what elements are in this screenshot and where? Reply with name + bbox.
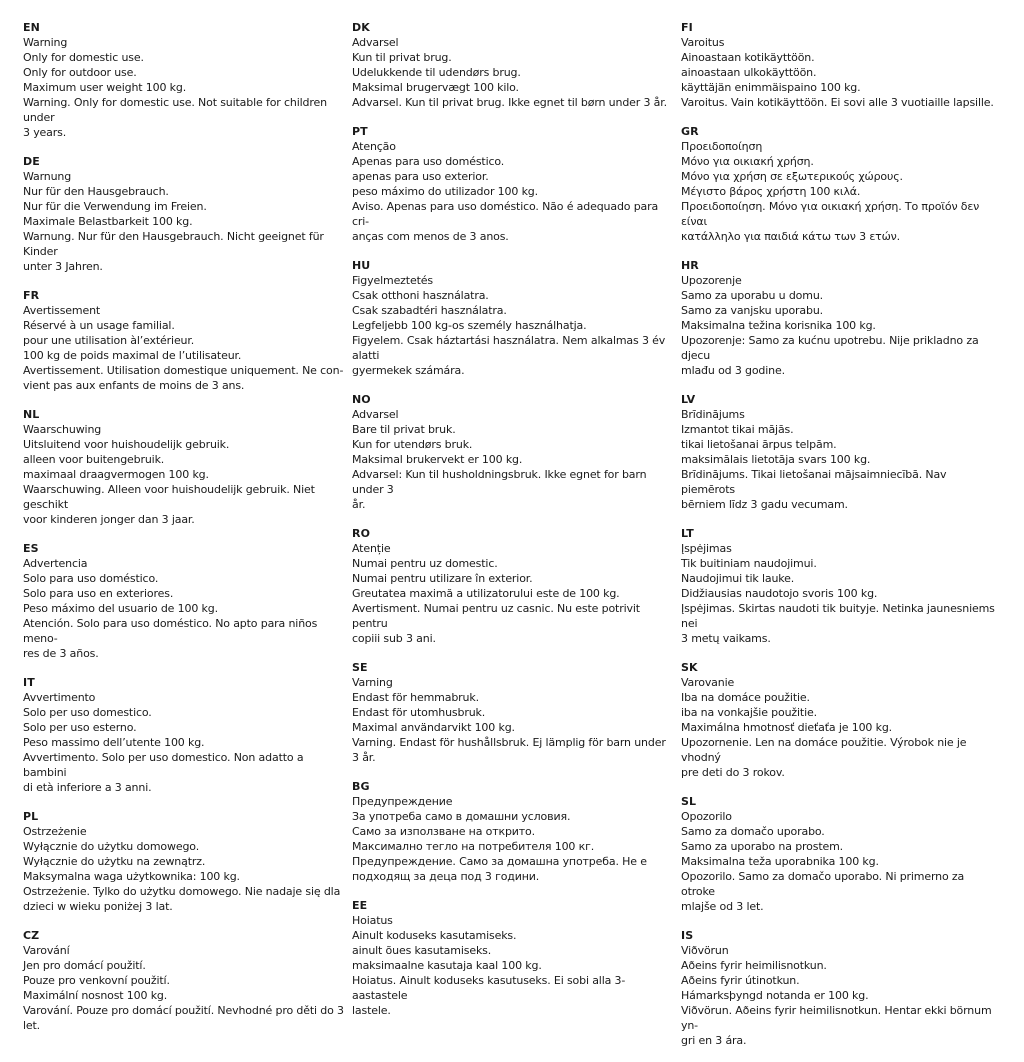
warning-text-line: år. bbox=[352, 498, 366, 511]
warning-text-line: подходящ за деца под 3 години. bbox=[352, 870, 540, 883]
warning-text-line: Waarschuwing. Alleen voor huishoudelijk gebruik. Niet geschikt bbox=[23, 483, 315, 511]
warning-text-line: Ostrzeżenie. Tylko do użytku domowego. Nie nadaje się dla bbox=[23, 885, 341, 898]
warning-block-gr bbox=[681, 124, 999, 244]
warning-text-line: Csak szabadtéri használatra. bbox=[352, 304, 507, 317]
warning-block-sk bbox=[681, 660, 999, 780]
warning-text-line: Avertissement bbox=[23, 304, 101, 317]
warning-text-line: Upozorenje bbox=[681, 274, 742, 287]
warning-text-line: κατάλληλο για παιδιά κάτω των 3 ετών. bbox=[681, 230, 901, 243]
warning-text-line: Samo za uporabu u domu. bbox=[681, 289, 823, 302]
warning-text-line: vient pas aux enfants de moins de 3 ans. bbox=[23, 379, 245, 392]
language-code: EE bbox=[352, 899, 368, 912]
warning-text-line: Προειδοποίηση bbox=[681, 140, 763, 153]
warning-text-line: tikai lietošanai ārpus telpām. bbox=[681, 438, 837, 451]
warning-text-line: Само за използване на открито. bbox=[352, 825, 535, 838]
language-code: IT bbox=[23, 676, 35, 689]
warning-text-line: Advarsel bbox=[352, 36, 399, 49]
warning-text-line: Maksymalna waga użytkownika: 100 kg. bbox=[23, 870, 240, 883]
warning-text-line: Varování bbox=[23, 944, 70, 957]
warning-text-line: Προειδοποίηση. Μόνο για οικιακή χρήση. Το προϊόν δεν είναι bbox=[681, 200, 980, 228]
language-code: HU bbox=[352, 259, 371, 272]
warning-block-de bbox=[23, 154, 345, 274]
warning-text-line: gyermekek számára. bbox=[352, 364, 465, 377]
warning-text-line: Avvertimento. Solo per uso domestico. Non adatto a bambini bbox=[23, 751, 304, 779]
warning-text-line: unter 3 Jahren. bbox=[23, 260, 103, 273]
warning-block-it bbox=[23, 675, 345, 795]
warning-block-fr bbox=[23, 288, 345, 393]
warning-text-line: Endast för utomhusbruk. bbox=[352, 706, 486, 719]
warning-text-line: Aviso. Apenas para uso doméstico. Não é adequado para cri- bbox=[352, 200, 659, 228]
warning-text-line: Solo per uso domestico. bbox=[23, 706, 152, 719]
warning-text-line: Kun til privat brug. bbox=[352, 51, 452, 64]
warning-text-line: Solo para uso en exteriores. bbox=[23, 587, 174, 600]
warning-text-line: Μόνο για οικιακή χρήση. bbox=[681, 155, 814, 168]
warning-text-line: Wyłącznie do użytku domowego. bbox=[23, 840, 200, 853]
language-code: DK bbox=[352, 21, 370, 34]
warning-text-line: Peso máximo del usuario de 100 kg. bbox=[23, 602, 218, 615]
warning-text-line: Wyłącznie do użytku na zewnątrz. bbox=[23, 855, 206, 868]
warning-text-line: 3 metų vaikams. bbox=[681, 632, 771, 645]
warning-text-line: Avertisment. Numai pentru uz casnic. Nu este potrivit pentru bbox=[352, 602, 640, 630]
warning-block-en bbox=[23, 20, 345, 140]
warning-text-line: Warning. Only for domestic use. Not suitable for children under bbox=[23, 96, 327, 124]
warning-text-line: Atención. Solo para uso doméstico. No apto para niños meno- bbox=[23, 617, 318, 645]
warning-text-line: pre deti do 3 rokov. bbox=[681, 766, 785, 779]
warning-text-line: apenas para uso exterior. bbox=[352, 170, 489, 183]
warning-text-line: Advarsel. Kun til privat brug. Ikke egnet til børn under 3 år. bbox=[352, 96, 667, 109]
warning-text-line: Csak otthoni használatra. bbox=[352, 289, 489, 302]
column-3 bbox=[681, 20, 999, 1062]
warning-text-line: Varovanie bbox=[681, 676, 735, 689]
warning-text-line: Maksimalna teža uporabnika 100 kg. bbox=[681, 855, 879, 868]
warning-text-line: Didžiausias naudotojo svoris 100 kg. bbox=[681, 587, 878, 600]
warning-text-line: mlađu od 3 godine. bbox=[681, 364, 785, 377]
warning-text-line: voor kinderen jonger dan 3 jaar. bbox=[23, 513, 195, 526]
warning-text-line: Upozorenje: Samo za kućnu upotrebu. Nije prikladno za djecu bbox=[681, 334, 979, 362]
warning-text-line: Avvertimento bbox=[23, 691, 96, 704]
warning-block-ro bbox=[352, 526, 674, 646]
warning-text-line: Peso massimo dell’utente 100 kg. bbox=[23, 736, 205, 749]
warning-text-line: maximaal draagvermogen 100 kg. bbox=[23, 468, 209, 481]
warning-block-fi bbox=[681, 20, 999, 110]
warning-block-hr bbox=[681, 258, 999, 378]
warning-text-line: 3 years. bbox=[23, 126, 67, 139]
warning-block-lv bbox=[681, 392, 999, 512]
warning-block-sl bbox=[681, 794, 999, 914]
language-code: NO bbox=[352, 393, 371, 406]
warning-text-line: Μέγιστο βάρος χρήστη 100 κιλά. bbox=[681, 185, 861, 198]
warning-text-line: Hoiatus. Ainult koduseks kasutuseks. Ei sobi alla 3-aastastele bbox=[352, 974, 626, 1002]
warning-text-line: iba na vonkajšie použitie. bbox=[681, 706, 817, 719]
warning-text-line: Varoitus bbox=[681, 36, 725, 49]
column-1 bbox=[23, 20, 345, 1047]
warning-text-line: dzieci w wieku poniżej 3 lat. bbox=[23, 900, 173, 913]
warning-text-line: Varování. Pouze pro domácí použití. Nevhodné pro děti do 3 bbox=[23, 1004, 344, 1017]
warning-text-line: Nur für die Verwendung im Freien. bbox=[23, 200, 207, 213]
warning-text-line: Μόνο για χρήση σε εξωτερικούς χώρους. bbox=[681, 170, 903, 183]
warning-text-line: Uitsluitend voor huishoudelijk gebruik. bbox=[23, 438, 230, 451]
warning-block-pl bbox=[23, 809, 345, 914]
warning-text-line: Advarsel bbox=[352, 408, 399, 421]
warning-text-line: Udelukkende til udendørs brug. bbox=[352, 66, 521, 79]
warning-text-line: Hoiatus bbox=[352, 914, 393, 927]
warning-text-line: Warnung bbox=[23, 170, 72, 183]
warning-text-line: Numai pentru utilizare în exterior. bbox=[352, 572, 533, 585]
warning-block-cz bbox=[23, 928, 345, 1033]
warning-text-line: Ostrzeżenie bbox=[23, 825, 87, 838]
warning-block-bg bbox=[352, 779, 674, 884]
warning-text-line: peso máximo do utilizador 100 kg. bbox=[352, 185, 538, 198]
warning-block-dk bbox=[352, 20, 674, 110]
warning-text-line: Maksimal brugervægt 100 kilo. bbox=[352, 81, 519, 94]
warning-text-line: Endast för hemmabruk. bbox=[352, 691, 479, 704]
language-code: BG bbox=[352, 780, 370, 793]
language-code: PL bbox=[23, 810, 39, 823]
warning-text-line: mlajše od 3 let. bbox=[681, 900, 764, 913]
warning-text-line: Warning bbox=[23, 36, 68, 49]
warning-text-line: 100 kg de poids maximal de l’utilisateur. bbox=[23, 349, 242, 362]
language-code: HR bbox=[681, 259, 699, 272]
warning-text-line: За употреба само в домашни условия. bbox=[352, 810, 571, 823]
warning-text-line: Pouze pro venkovní použití. bbox=[23, 974, 170, 987]
warning-text-line: Iba na domáce použitie. bbox=[681, 691, 810, 704]
warning-text-line: Varoitus. Vain kotikäyttöön. Ei sovi alle 3 vuotiaille lapsille. bbox=[681, 96, 994, 109]
warning-text-line: Apenas para uso doméstico. bbox=[352, 155, 505, 168]
warning-text-line: let. bbox=[23, 1019, 41, 1032]
warning-text-line: maksimālais lietotāja svars 100 kg. bbox=[681, 453, 871, 466]
warning-text-line: gri en 3 ára. bbox=[681, 1034, 747, 1047]
warning-text-line: Solo per uso esterno. bbox=[23, 721, 137, 734]
warning-text-line: Maximální nosnost 100 kg. bbox=[23, 989, 168, 1002]
warning-text-line: alleen voor buitengebruik. bbox=[23, 453, 165, 466]
warning-text-line: Samo za uporabo na prostem. bbox=[681, 840, 844, 853]
warning-text-line: Maximale Belastbarkeit 100 kg. bbox=[23, 215, 193, 228]
warning-text-line: Brīdinājums bbox=[681, 408, 745, 421]
warning-text-line: Nur für den Hausgebrauch. bbox=[23, 185, 169, 198]
warning-block-es bbox=[23, 541, 345, 661]
warning-text-line: Hámarksþyngd notanda er 100 kg. bbox=[681, 989, 869, 1002]
warning-text-line: maksimaalne kasutaja kaal 100 kg. bbox=[352, 959, 542, 972]
warning-text-line: Brīdinājums. Tikai lietošanai mājsaimniecībā. Nav piemērots bbox=[681, 468, 947, 496]
language-code: SL bbox=[681, 795, 697, 808]
language-code: FI bbox=[681, 21, 693, 34]
warning-text-line: bērniem līdz 3 gadu vecumam. bbox=[681, 498, 848, 511]
warning-block-hu bbox=[352, 258, 674, 378]
language-code: ES bbox=[23, 542, 39, 555]
warning-text-line: Varning bbox=[352, 676, 393, 689]
warning-text-line: Opozorilo bbox=[681, 810, 732, 823]
warning-text-line: copiii sub 3 ani. bbox=[352, 632, 436, 645]
warning-text-line: Only for domestic use. bbox=[23, 51, 144, 64]
warning-block-ee bbox=[352, 898, 674, 1018]
language-code: LV bbox=[681, 393, 696, 406]
language-code: RO bbox=[352, 527, 371, 540]
language-code: IS bbox=[681, 929, 694, 942]
warning-text-line: Ainult koduseks kasutamiseks. bbox=[352, 929, 517, 942]
language-code: LT bbox=[681, 527, 694, 540]
warning-text-line: Solo para uso doméstico. bbox=[23, 572, 159, 585]
language-code: SE bbox=[352, 661, 368, 674]
warning-text-line: Samo za vanjsku uporabu. bbox=[681, 304, 823, 317]
language-code: NL bbox=[23, 408, 40, 421]
warning-text-line: Opozorilo. Samo za domačo uporabo. Ni primerno za otroke bbox=[681, 870, 965, 898]
warning-text-line: Naudojimui tik lauke. bbox=[681, 572, 795, 585]
warning-text-line: Atenção bbox=[352, 140, 396, 153]
warning-text-line: Įspėjimas bbox=[681, 542, 732, 555]
warning-block-no bbox=[352, 392, 674, 512]
warning-text-line: Samo za domačo uporabo. bbox=[681, 825, 825, 838]
warning-text-line: Maximal användarvikt 100 kg. bbox=[352, 721, 515, 734]
language-code: EN bbox=[23, 21, 40, 34]
language-code: PT bbox=[352, 125, 368, 138]
warning-text-line: Предупреждение bbox=[352, 795, 453, 808]
warning-text-line: Atenție bbox=[352, 542, 391, 555]
language-code: CZ bbox=[23, 929, 40, 942]
warning-text-line: Maximálna hmotnosť dieťaťa je 100 kg. bbox=[681, 721, 893, 734]
warning-text-line: Maximum user weight 100 kg. bbox=[23, 81, 187, 94]
warning-text-line: Advertencia bbox=[23, 557, 88, 570]
warning-text-line: Varning. Endast för hushållsbruk. Ej lämplig för barn under 3 år. bbox=[352, 736, 666, 764]
language-code: GR bbox=[681, 125, 699, 138]
warning-text-line: Advarsel: Kun til husholdningsbruk. Ikke egnet for barn under 3 bbox=[352, 468, 647, 496]
warning-text-line: res de 3 años. bbox=[23, 647, 99, 660]
warning-text-line: Ainoastaan kotikäyttöön. bbox=[681, 51, 815, 64]
warning-block-pt bbox=[352, 124, 674, 244]
language-code: DE bbox=[23, 155, 40, 168]
warning-text-line: di età inferiore a 3 anni. bbox=[23, 781, 152, 794]
warning-text-line: anças com menos de 3 anos. bbox=[352, 230, 509, 243]
warning-text-line: pour une utilisation àl’extérieur. bbox=[23, 334, 195, 347]
warning-text-line: Предупреждение. Само за домашна употреба. Не е bbox=[352, 855, 647, 868]
warning-text-line: Viðvörun bbox=[681, 944, 729, 957]
warning-text-line: Réservé à un usage familial. bbox=[23, 319, 175, 332]
column-2 bbox=[352, 20, 674, 1032]
warning-text-line: Warnung. Nur für den Hausgebrauch. Nicht geeignet für Kinder bbox=[23, 230, 324, 258]
warning-text-line: Waarschuwing bbox=[23, 423, 102, 436]
warning-text-line: Greutatea maximă a utilizatorului este de 100 kg. bbox=[352, 587, 620, 600]
language-code: SK bbox=[681, 661, 698, 674]
language-code: FR bbox=[23, 289, 40, 302]
warning-text-line: Upozornenie. Len na domáce použitie. Výrobok nie je vhodný bbox=[681, 736, 967, 764]
warning-text-line: Numai pentru uz domestic. bbox=[352, 557, 498, 570]
warning-text-line: Maksimal brukervekt er 100 kg. bbox=[352, 453, 523, 466]
warning-block-se bbox=[352, 660, 674, 765]
warning-text-line: Figyelmeztetés bbox=[352, 274, 433, 287]
warning-text-line: Jen pro domácí použití. bbox=[23, 959, 146, 972]
warning-text-line: ainoastaan ulkokäyttöön. bbox=[681, 66, 817, 79]
warning-text-line: Legfeljebb 100 kg-os személy használhatja. bbox=[352, 319, 587, 332]
warning-text-line: Avertissement. Utilisation domestique uniquement. Ne con- bbox=[23, 364, 344, 377]
warning-text-line: Bare til privat bruk. bbox=[352, 423, 456, 436]
warning-block-nl bbox=[23, 407, 345, 527]
warning-text-line: Aðeins fyrir heimilisnotkun. bbox=[681, 959, 827, 972]
warning-text-line: käyttäjän enimmäispaino 100 kg. bbox=[681, 81, 861, 94]
warning-text-line: lastele. bbox=[352, 1004, 391, 1017]
warning-text-line: Figyelem. Csak háztartási használatra. Nem alkalmas 3 év alatti bbox=[352, 334, 666, 362]
warning-text-line: Максимално тегло на потребителя 100 кг. bbox=[352, 840, 595, 853]
warning-block-lt bbox=[681, 526, 999, 646]
warning-text-line: Įspėjimas. Skirtas naudoti tik buityje. Netinka jaunesniems nei bbox=[681, 602, 995, 630]
warning-block-is bbox=[681, 928, 999, 1048]
warning-text-line: ainult õues kasutamiseks. bbox=[352, 944, 492, 957]
warning-text-line: Izmantot tikai mājās. bbox=[681, 423, 794, 436]
warning-text-line: Tik buitiniam naudojimui. bbox=[681, 557, 817, 570]
warning-text-line: Viðvörun. Aðeins fyrir heimilisnotkun. Hentar ekki börnum yn- bbox=[681, 1004, 992, 1032]
warning-text-line: Only for outdoor use. bbox=[23, 66, 137, 79]
warning-text-line: Maksimalna težina korisnika 100 kg. bbox=[681, 319, 876, 332]
warning-text-line: Kun for utendørs bruk. bbox=[352, 438, 473, 451]
warning-text-line: Aðeins fyrir útinotkun. bbox=[681, 974, 800, 987]
